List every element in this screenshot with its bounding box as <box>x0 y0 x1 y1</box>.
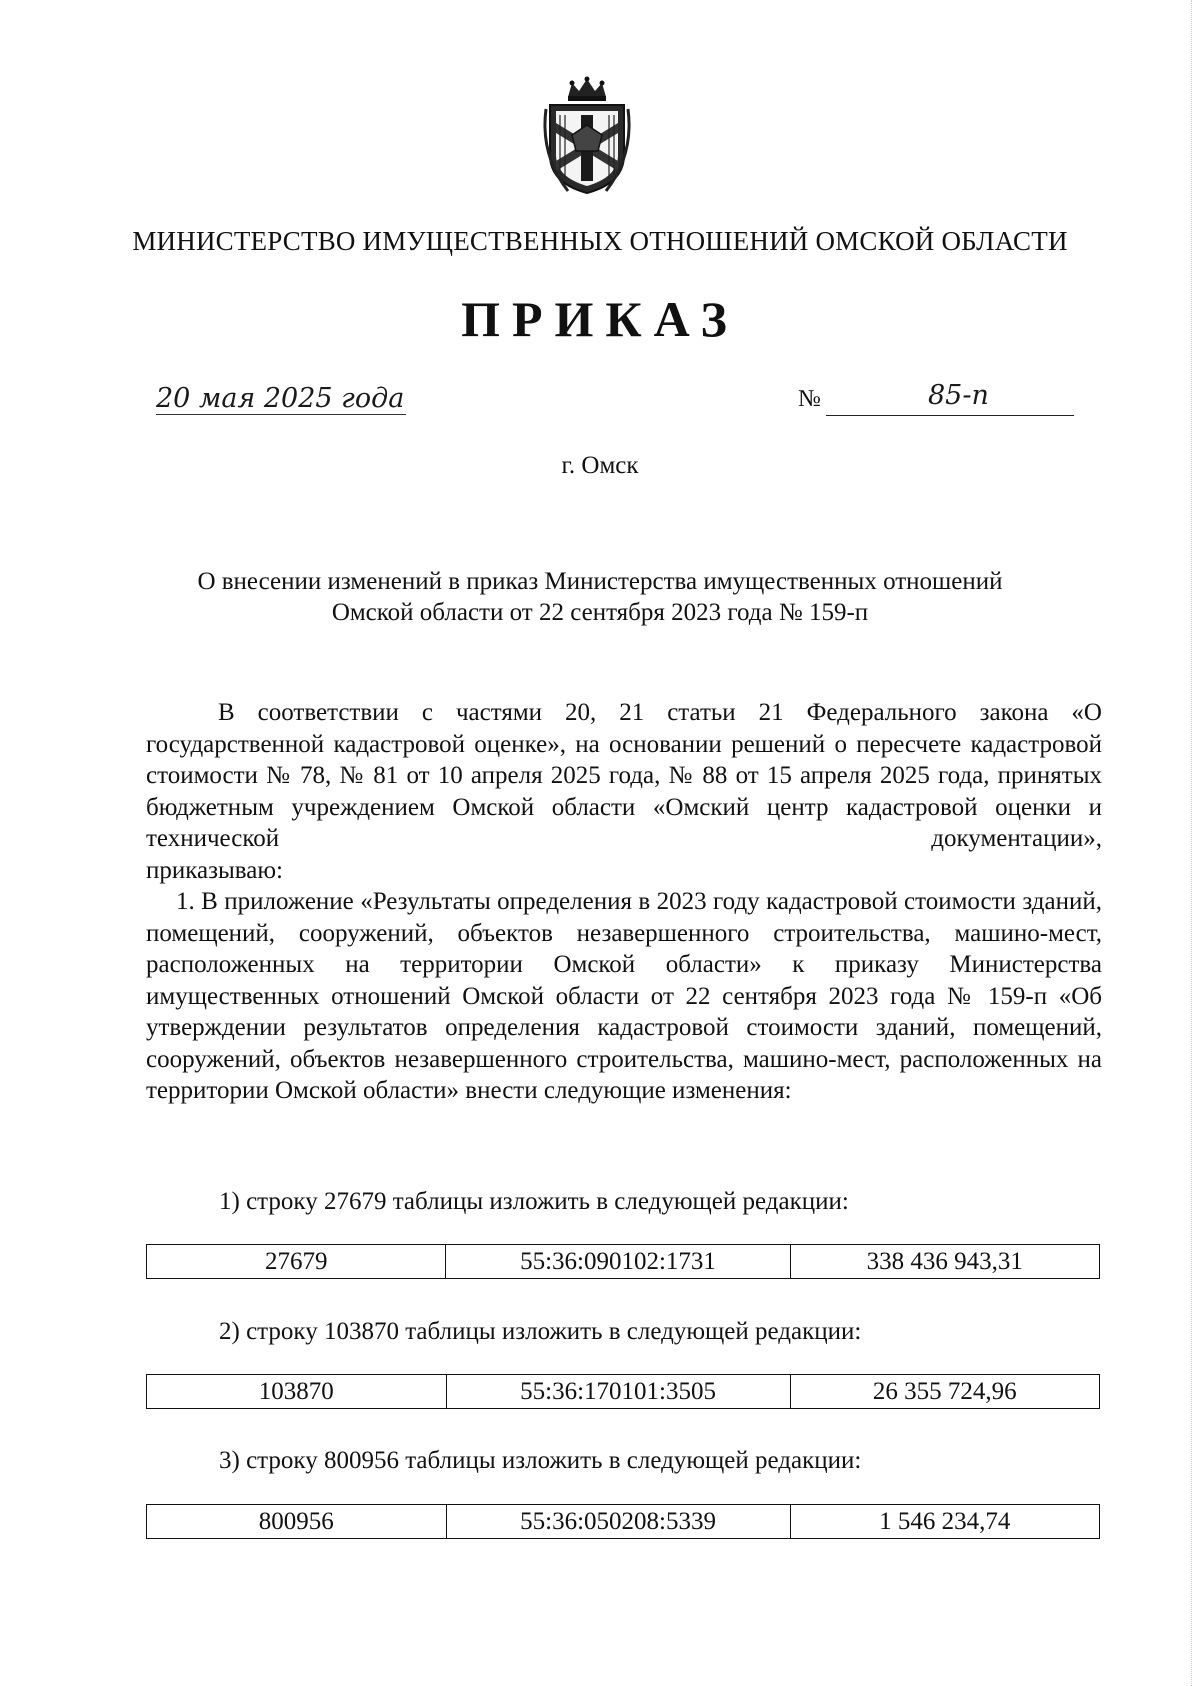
table-row <box>147 1375 1100 1409</box>
handwritten-date: 20 мая 2025 года <box>156 383 405 414</box>
amendment-caption-1: 1) строку 27679 таблицы изложить в следующей редакции: <box>219 1188 849 1215</box>
document-type-title: ПРИКАЗ <box>461 291 739 347</box>
order-word: приказываю: <box>146 856 283 884</box>
subject-line-2: Омской области от 22 сентября 2023 года № 159-п <box>331 599 869 626</box>
preamble-paragraph: В соответствии с частями 20, 21 статьи 21 Федерального закона «О государственной кадастровой оценке», на основании решений о пересчете кадастровой стоимости № 78, № 81 от 10 апреля 2025 года, № 88 от 15 апреля 2025 года, принятых бюджетным учреждением Омской области «Омский центр кадастровой оценки и технической документации», <box>146 699 1102 852</box>
row-number-cell: 103870 <box>147 1375 447 1409</box>
amendment-caption-3: 3) строку 800956 таблицы изложить в следующей редакции: <box>219 1447 862 1474</box>
item-1-paragraph: 1. В приложение «Результаты определения в 2023 году кадастровой стоимости зданий, помещений, сооружений, объектов незавершенного строительства, машино-мест, расположенных на территории Омской области» к приказу Министерства имущественных отношений Омской области от 22 сентября 2023 года № 159-п «Об утверждении результатов определения кадастровой стоимости зданий, помещений, сооружений, объектов незавершенного строительства, машино-мест, расположенных на территории Омской области» внести следующие изменения: <box>146 888 1102 1104</box>
row-number-cell: 27679 <box>147 1245 446 1279</box>
subject-heading <box>100 566 1100 628</box>
cadastral-number-cell: 55:36:050208:5339 <box>446 1505 790 1539</box>
cadastral-number-cell: 55:36:170101:3505 <box>446 1375 790 1409</box>
cadastral-number-cell: 55:36:090102:1731 <box>446 1245 790 1279</box>
handwritten-number: 85-п <box>928 380 989 411</box>
table-row <box>147 1505 1100 1539</box>
cadastral-value-cell: 26 355 724,96 <box>790 1375 1099 1409</box>
amendment-table-3 <box>146 1504 1100 1539</box>
row-number-cell: 800956 <box>147 1505 447 1539</box>
subject-line-1: О внесении изменений в приказ Министерства имущественных отношений <box>197 568 1003 595</box>
cadastral-value-cell: 1 546 234,74 <box>790 1505 1099 1539</box>
table-row <box>147 1245 1100 1279</box>
city: г. Омск <box>561 452 639 479</box>
ministry-name: МИНИСТЕРСТВО ИМУЩЕСТВЕННЫХ ОТНОШЕНИЙ ОМСКОЙ ОБЛАСТИ <box>132 226 1068 256</box>
amendment-table-2 <box>146 1374 1100 1409</box>
body-text <box>146 697 1102 1107</box>
amendment-table-1 <box>146 1244 1100 1279</box>
amendment-caption-2: 2) строку 103870 таблицы изложить в следующей редакции: <box>219 1318 862 1345</box>
cadastral-value-cell: 338 436 943,31 <box>790 1245 1099 1279</box>
omsk-region-coat-of-arms-icon <box>538 75 636 197</box>
number-label: № <box>798 386 821 412</box>
